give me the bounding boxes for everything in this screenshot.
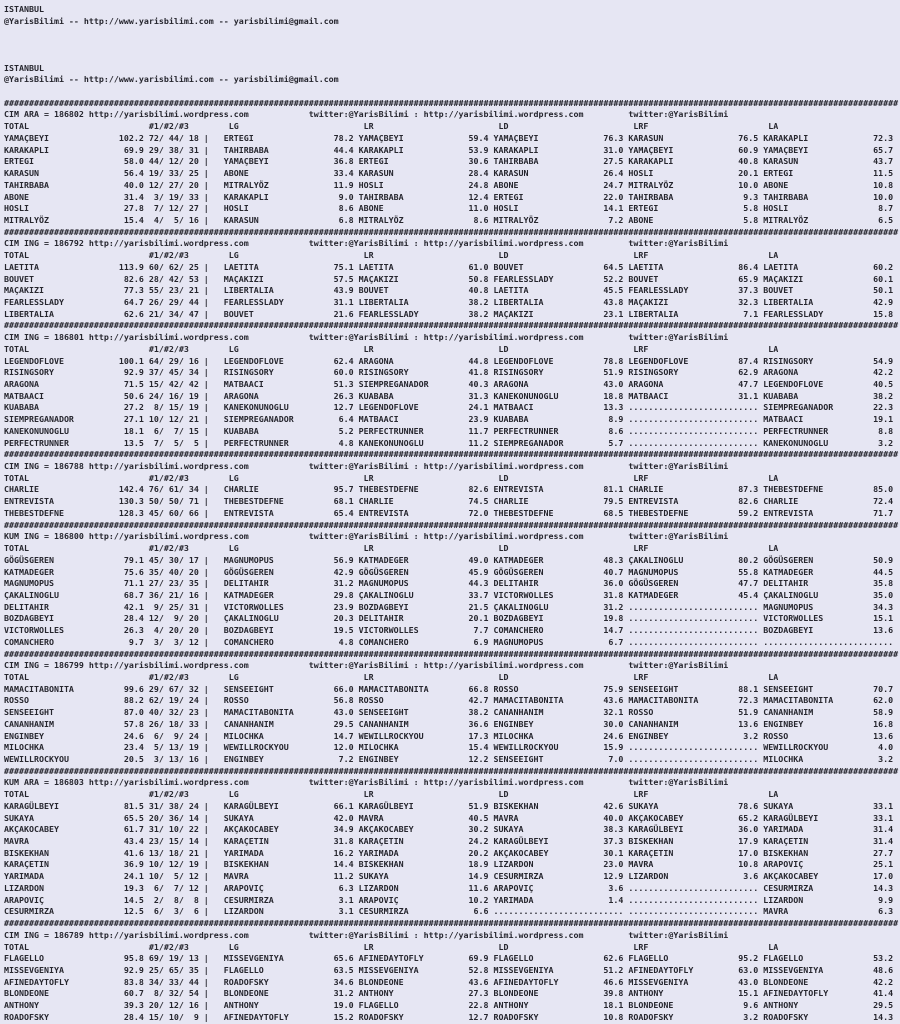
table-row: PERFECTRUNNER 13.5 7/ 5/ 5 | PERFECTRUNNER 4.8 KANEKONUNOGLU 11.2 SIEMPREGANADOR 5.7 .......................... KANEKONUNOGLU 3.2 [4, 437, 894, 448]
table-row: KARASUN 56.4 19/ 33/ 25 | ABONE 33.4 KARASUN 28.4 KARASUN 26.4 HOSLI 20.1 ERTEGI 11.5 [4, 168, 894, 179]
column-headers-line: TOTAL #1/#2/#3 LG LR LD LRF LA [4, 671, 779, 682]
table-row: SENSEEIGHT 87.0 40/ 32/ 23 | MAMACITABONITA 43.0 SENSEEIGHT 38.2 CANANHANIM 32.1 ROSSO 51.9 CANANHANIM 58.9 [4, 707, 894, 718]
table-row: VICTORWOLLES 26.3 4/ 20/ 20 | BOZDAGBEYI 19.5 VICTORWOLLES 7.7 COMANCHERO 14.7 .......................... BOZDAGBEYI 13.6 [4, 625, 894, 636]
table-row: BOUVET 82.6 28/ 42/ 53 | MAÇAKIZI 57.5 MAÇAKIZI 50.8 FEARLESSLADY 52.2 BOUVET 65.9 MAÇAKIZI 60.1 [4, 273, 894, 284]
table-row: MAGNUMOPUS 71.1 27/ 23/ 35 | DELITAHIR 31.2 MAGNUMOPUS 44.3 DELITAHIR 36.0 GÖGÜSGEREN 47.7 DELITAHIR 35.8 [4, 578, 894, 589]
blank-line [4, 39, 900, 51]
table-row: ÇAKALINOGLU 68.7 36/ 21/ 16 | KATMADEGER 29.8 ÇAKALINOGLU 33.7 VICTORWOLLES 31.8 KATMADEGER 45.4 ÇAKALINOGLU 35.0 [4, 589, 894, 600]
table-row: KARAGÜLBEYI 81.5 31/ 38/ 24 | KARAGÜLBEYI 66.1 KARAGÜLBEYI 51.9 BISKEKHAN 42.6 SUKAYA 78.6 SUKAYA 33.1 [4, 800, 894, 811]
section-header-line: KUM ING = 186800 http://yarisbilimi.wordpress.com twitter:@YarisBilimi : http://yarisbilimi.wordpress.com twitter:@YarisBilimi [4, 531, 729, 542]
table-row: FLAGELLO 95.8 69/ 19/ 13 | MISSEVGENIYA 65.6 AFINEDAYTOFLY 69.9 FLAGELLO 62.6 FLAGELLO 95.2 FLAGELLO 53.2 [4, 953, 894, 964]
table-row: MAMACITABONITA 99.6 29/ 67/ 32 | SENSEEIGHT 66.0 MAMACITABONITA 66.8 ROSSO 75.9 SENSEEIGHT 88.1 SENSEEIGHT 70.7 [4, 683, 894, 694]
city-header: ISTANBUL [4, 4, 44, 14]
table-row: TAHIRBABA 40.0 12/ 27/ 20 | MITRALYÖZ 11.9 HOSLI 24.8 ABONE 24.7 MITRALYÖZ 10.0 ABONE 10.8 [4, 179, 894, 190]
column-headers-line: TOTAL #1/#2/#3 LG LR LD LRF LA [4, 941, 779, 952]
table-row: ROSSO 88.2 62/ 19/ 24 | ROSSO 56.8 ROSSO 42.7 MAMACITABONITA 43.6 MAMACITABONITA 72.3 MAMACITABONITA 62.0 [4, 695, 894, 706]
blank-line [4, 86, 900, 98]
section-header-line: CIM ING = 186788 http://yarisbilimi.wordpress.com twitter:@YarisBilimi : http://yarisbilimi.wordpress.com twitter:@YarisBilimi [4, 461, 729, 472]
table-row: ENTREVISTA 130.3 50/ 50/ 71 | THEBESTDEFNE 68.1 CHARLIE 74.5 CHARLIE 79.5 ENTREVISTA 82.6 CHARLIE 72.4 [4, 496, 894, 507]
column-headers-line: TOTAL #1/#2/#3 LG LR LD LRF LA [4, 472, 779, 483]
table-row: MILOCHKA 23.4 5/ 13/ 19 | WEWILLROCKYOU 12.0 MILOCHKA 15.4 WEWILLROCKYOU 15.9 .......................... WEWILLROCKYOU 4.0 [4, 742, 894, 753]
table-row: SIEMPREGANADOR 27.1 10/ 12/ 21 | SIEMPREGANADOR 6.4 MATBAACI 23.9 KUABABA 8.9 .......................... MATBAACI 19.1 [4, 414, 894, 425]
table-row: SUKAYA 65.5 20/ 36/ 14 | SUKAYA 42.0 MAVRA 40.5 MAVRA 40.0 AKÇAKOCABEY 65.2 KARAGÜLBEYI 33.1 [4, 812, 894, 823]
table-row: BLONDEONE 60.7 8/ 32/ 54 | BLONDEONE 31.2 ANTHONY 27.3 BLONDEONE 39.8 ANTHONY 15.1 AFINEDAYTOFLY 41.4 [4, 988, 894, 999]
table-row: RISINGSORY 92.9 37/ 45/ 34 | RISINGSORY 60.0 RISINGSORY 41.8 RISINGSORY 51.9 RISINGSORY 62.9 ARAGONA 42.2 [4, 367, 894, 378]
table-row: AKÇAKOCABEY 61.7 31/ 10/ 22 | AKÇAKOCABEY 34.9 AKÇAKOCABEY 30.2 SUKAYA 38.3 KARAGÜLBEYI 36.0 YARIMADA 31.4 [4, 824, 894, 835]
section-separator: ################################################################################################################################################################################### [4, 226, 899, 237]
table-row: ABONE 31.4 3/ 19/ 33 | KARAKAPLI 9.0 TAHIRBABA 12.4 ERTEGI 22.0 TAHIRBABA 9.3 TAHIRBABA 10.0 [4, 191, 894, 202]
contact-byline: @YarisBilimi -- http://www.yarisbilimi.com -- yarisbilimi@gmail.com [4, 15, 339, 26]
section-header-line: CIM ING = 186801 http://yarisbilimi.wordpress.com twitter:@YarisBilimi : http://yarisbilimi.wordpress.com twitter:@YarisBilimi [4, 332, 729, 343]
city-header: ISTANBUL [4, 62, 44, 73]
table-row: ANTHONY 39.3 20/ 12/ 16 | ANTHONY 19.0 FLAGELLO 22.8 ANTHONY 18.1 BLONDEONE 9.6 ANTHONY 29.5 [4, 1000, 894, 1011]
section-header-line: CIM ING = 186792 http://yarisbilimi.wordpress.com twitter:@YarisBilimi : http://yarisbilimi.wordpress.com twitter:@YarisBilimi [4, 238, 729, 249]
table-row: MITRALYÖZ 15.4 4/ 5/ 16 | KARASUN 6.8 MITRALYÖZ 8.6 MITRALYÖZ 7.2 ABONE 5.8 MITRALYÖZ 6.5 [4, 214, 894, 225]
column-headers-line: TOTAL #1/#2/#3 LG LR LD LRF LA [4, 343, 779, 354]
table-row: YARIMADA 24.1 10/ 5/ 12 | MAVRA 11.2 SUKAYA 14.9 CESURMIRZA 12.9 LIZARDON 3.6 AKÇAKOCABEY 17.0 [4, 871, 894, 882]
table-row: LIBERTALIA 62.6 21/ 34/ 47 | BOUVET 21.6 FEARLESSLADY 38.2 MAÇAKIZI 23.1 LIBERTALIA 7.1 FEARLESSLADY 15.8 [4, 308, 894, 319]
table-row: LEGENDOFLOVE 100.1 64/ 29/ 16 | LEGENDOFLOVE 62.4 ARAGONA 44.8 LEGENDOFLOVE 78.8 LEGENDOFLOVE 87.4 RISINGSORY 54.9 [4, 355, 894, 366]
table-row: ROADOFSKY 28.4 15/ 10/ 9 | AFINEDAYTOFLY 15.2 ROADOFSKY 12.7 ROADOFSKY 10.8 ROADOFSKY 3.2 ROADOFSKY 14.3 [4, 1011, 894, 1022]
table-row: LIZARDON 19.3 6/ 7/ 12 | ARAPOVIÇ 6.3 LIZARDON 11.6 ARAPOVIÇ 3.6 .......................... CESURMIRZA 14.3 [4, 882, 894, 893]
table-row: AFINEDAYTOFLY 83.8 34/ 33/ 44 | ROADOFSKY 34.6 BLONDEONE 43.6 AFINEDAYTOFLY 46.6 MISSEVGENIYA 43.0 BLONDEONE 42.2 [4, 976, 894, 987]
blank-line [4, 27, 900, 39]
section-header-line: CIM ARA = 186802 http://yarisbilimi.wordpress.com twitter:@YarisBilimi : http://yarisbilimi.wordpress.com twitter:@YarisBilimi [4, 109, 729, 120]
table-row: CANANHANIM 57.8 26/ 18/ 33 | CANANHANIM 29.5 CANANHANIM 36.6 ENGINBEY 30.0 CANANHANIM 13.6 ENGINBEY 16.8 [4, 718, 894, 729]
table-row: ERTEGI 58.0 44/ 12/ 20 | YAMAÇBEYI 36.8 ERTEGI 30.6 TAHIRBABA 27.5 KARAKAPLI 40.8 KARASUN 43.7 [4, 156, 894, 167]
table-row: DELITAHIR 42.1 9/ 25/ 31 | VICTORWOLLES 23.9 BOZDAGBEYI 21.5 ÇAKALINOGLU 31.2 .......................... MAGNUMOPUS 34.3 [4, 601, 894, 612]
table-row: MAVRA 43.4 23/ 15/ 14 | KARAÇETIN 31.8 KARAÇETIN 24.2 KARAGÜLBEYI 37.3 BISKEKHAN 17.9 KARAÇETIN 31.4 [4, 836, 894, 847]
column-headers-line: TOTAL #1/#2/#3 LG LR LD LRF LA [4, 121, 779, 132]
table-row: THEBESTDEFNE 128.3 45/ 60/ 66 | ENTREVISTA 65.4 ENTREVISTA 72.0 THEBESTDEFNE 68.5 THEBESTDEFNE 59.2 ENTREVISTA 71.7 [4, 507, 894, 518]
table-row: HOSLI 27.8 7/ 12/ 27 | HOSLI 8.6 ABONE 11.0 HOSLI 14.1 ERTEGI 5.8 HOSLI 8.7 [4, 203, 894, 214]
column-headers-line: TOTAL #1/#2/#3 LG LR LD LRF LA [4, 789, 779, 800]
table-row: FEARLESSLADY 64.7 26/ 29/ 44 | FEARLESSLADY 31.1 LIBERTALIA 38.2 LIBERTALIA 43.8 MAÇAKIZI 32.3 LIBERTALIA 42.9 [4, 296, 894, 307]
section-separator: ################################################################################################################################################################################### [4, 918, 899, 929]
section-separator: ################################################################################################################################################################################### [4, 519, 899, 530]
report-sections [4, 98, 900, 1024]
section-header-line: KUM ARA = 186803 http://yarisbilimi.wordpress.com twitter:@YarisBilimi : http://yarisbilimi.wordpress.com twitter:@YarisBilimi [4, 777, 729, 788]
table-row: ARAPOVIÇ 14.5 2/ 8/ 8 | CESURMIRZA 3.1 ARAPOVIÇ 10.2 YARIMADA 1.4 .......................... LIZARDON 9.9 [4, 894, 894, 905]
table-row: KANEKONUNOGLU 18.1 6/ 7/ 15 | KUABABA 5.2 PERFECTRUNNER 11.7 PERFECTRUNNER 8.6 .......................... PERFECTRUNNER 8.8 [4, 425, 894, 436]
table-row: KATMADEGER 75.6 35/ 40/ 20 | GÖGÜSGEREN 42.9 GÖGÜSGEREN 45.9 GÖGÜSGEREN 40.7 MAGNUMOPUS 55.8 KATMADEGER 44.5 [4, 566, 894, 577]
section-separator: ################################################################################################################################################################################### [4, 648, 899, 659]
table-row: ENGINBEY 24.6 6/ 9/ 24 | MILOCHKA 14.7 WEWILLROCKYOU 17.3 MILOCHKA 24.6 ENGINBEY 3.2 ROSSO 13.6 [4, 730, 894, 741]
table-row: ARAGONA 71.5 15/ 42/ 42 | MATBAACI 51.3 SIEMPREGANADOR 40.3 ARAGONA 43.0 ARAGONA 47.7 LEGENDOFLOVE 40.5 [4, 379, 894, 389]
table-row: COMANCHERO 9.7 3/ 3/ 12 | COMANCHERO 4.8 COMANCHERO 6.9 MAGNUMOPUS 6.7 .......................... .......................... [4, 636, 894, 647]
section-header-line: CIM ING = 186789 http://yarisbilimi.wordpress.com twitter:@YarisBilimi : http://yarisbilimi.wordpress.com twitter:@YarisBilimi [4, 929, 729, 940]
blank-line [4, 51, 900, 63]
column-headers-line: TOTAL #1/#2/#3 LG LR LD LRF LA [4, 543, 779, 554]
table-row: CHARLIE 142.4 76/ 61/ 34 | CHARLIE 95.7 THEBESTDEFNE 82.6 ENTREVISTA 81.1 CHARLIE 87.3 THEBESTDEFNE 85.0 [4, 484, 894, 495]
table-row: CESURMIRZA 12.5 6/ 3/ 6 | LIZARDON 3.1 CESURMIRZA 6.6 .......................... .......................... MAVRA 6.3 [4, 906, 894, 917]
table-row: MISSEVGENIYA 92.9 25/ 65/ 35 | FLAGELLO 63.5 MISSEVGENIYA 52.8 MISSEVGENIYA 51.2 AFINEDAYTOFLY 63.0 MISSEVGENIYA 48.6 [4, 964, 894, 975]
table-row: YAMAÇBEYI 102.2 72/ 44/ 18 | ERTEGI 78.2 YAMAÇBEYI 59.4 YAMAÇBEYI 76.3 KARASUN 76.5 KARAKAPLI 72.3 [4, 132, 894, 143]
section-separator: ################################################################################################################################################################################### [4, 449, 899, 460]
section-separator: ################################################################################################################################################################################### [4, 320, 899, 331]
table-row: WEWILLROCKYOU 20.5 3/ 13/ 16 | ENGINBEY 7.2 ENGINBEY 12.2 SENSEEIGHT 7.0 .......................... MILOCHKA 3.2 [4, 754, 894, 764]
table-row: BISKEKHAN 41.6 13/ 18/ 21 | YARIMADA 16.2 YARIMADA 20.2 AKÇAKOCABEY 30.1 KARAÇETIN 17.0 BISKEKHAN 27.7 [4, 847, 894, 858]
table-row: GÖGÜSGEREN 79.1 45/ 30/ 17 | MAGNUMOPUS 56.9 KATMADEGER 49.0 KATMADEGER 48.3 ÇAKALINOGLU 80.2 GÖGÜSGEREN 50.9 [4, 554, 894, 565]
section-separator: ################################################################################################################################################################################### [4, 97, 899, 108]
table-row: LAETITA 113.9 60/ 62/ 25 | LAETITA 75.1 LAETITA 61.0 BOUVET 64.5 LAETITA 86.4 LAETITA 60.2 [4, 261, 894, 272]
section-header-line: CIM ING = 186799 http://yarisbilimi.wordpress.com twitter:@YarisBilimi : http://yarisbilimi.wordpress.com twitter:@YarisBilimi [4, 660, 729, 671]
table-row: KARAÇETIN 36.9 10/ 12/ 19 | BISKEKHAN 14.4 BISKEKHAN 18.9 LIZARDON 23.0 MAVRA 10.8 ARAPOVIÇ 25.1 [4, 859, 894, 870]
table-row: BOZDAGBEYI 28.4 12/ 9/ 20 | ÇAKALINOGLU 20.3 DELITAHIR 20.1 BOZDAGBEYI 19.8 .......................... VICTORWOLLES 15.1 [4, 613, 894, 624]
section-separator: ################################################################################################################################################################################### [4, 765, 899, 776]
table-row: MAÇAKIZI 77.3 55/ 23/ 21 | LIBERTALIA 43.9 BOUVET 40.8 LAETITA 45.5 FEARLESSLADY 37.3 BOUVET 50.1 [4, 285, 894, 296]
table-row: MATBAACI 50.6 24/ 16/ 19 | ARAGONA 26.3 KUABABA 31.3 KANEKONUNOGLU 18.8 MATBAACI 31.1 KUABABA 38.2 [4, 390, 894, 401]
contact-byline: @YarisBilimi -- http://www.yarisbilimi.com -- yarisbilimi@gmail.com [4, 74, 339, 85]
table-row: KUABABA 27.2 8/ 15/ 19 | KANEKONUNOGLU 12.7 LEGENDOFLOVE 24.1 MATBAACI 13.3 .......................... SIEMPREGANADOR 22.3 [4, 402, 894, 413]
table-row: KARAKAPLI 69.9 29/ 38/ 31 | TAHIRBABA 44.4 KARAKAPLI 53.9 KARAKAPLI 31.0 YAMAÇBEYI 60.9 YAMAÇBEYI 65.7 [4, 144, 894, 155]
column-headers-line: TOTAL #1/#2/#3 LG LR LD LRF LA [4, 250, 779, 261]
